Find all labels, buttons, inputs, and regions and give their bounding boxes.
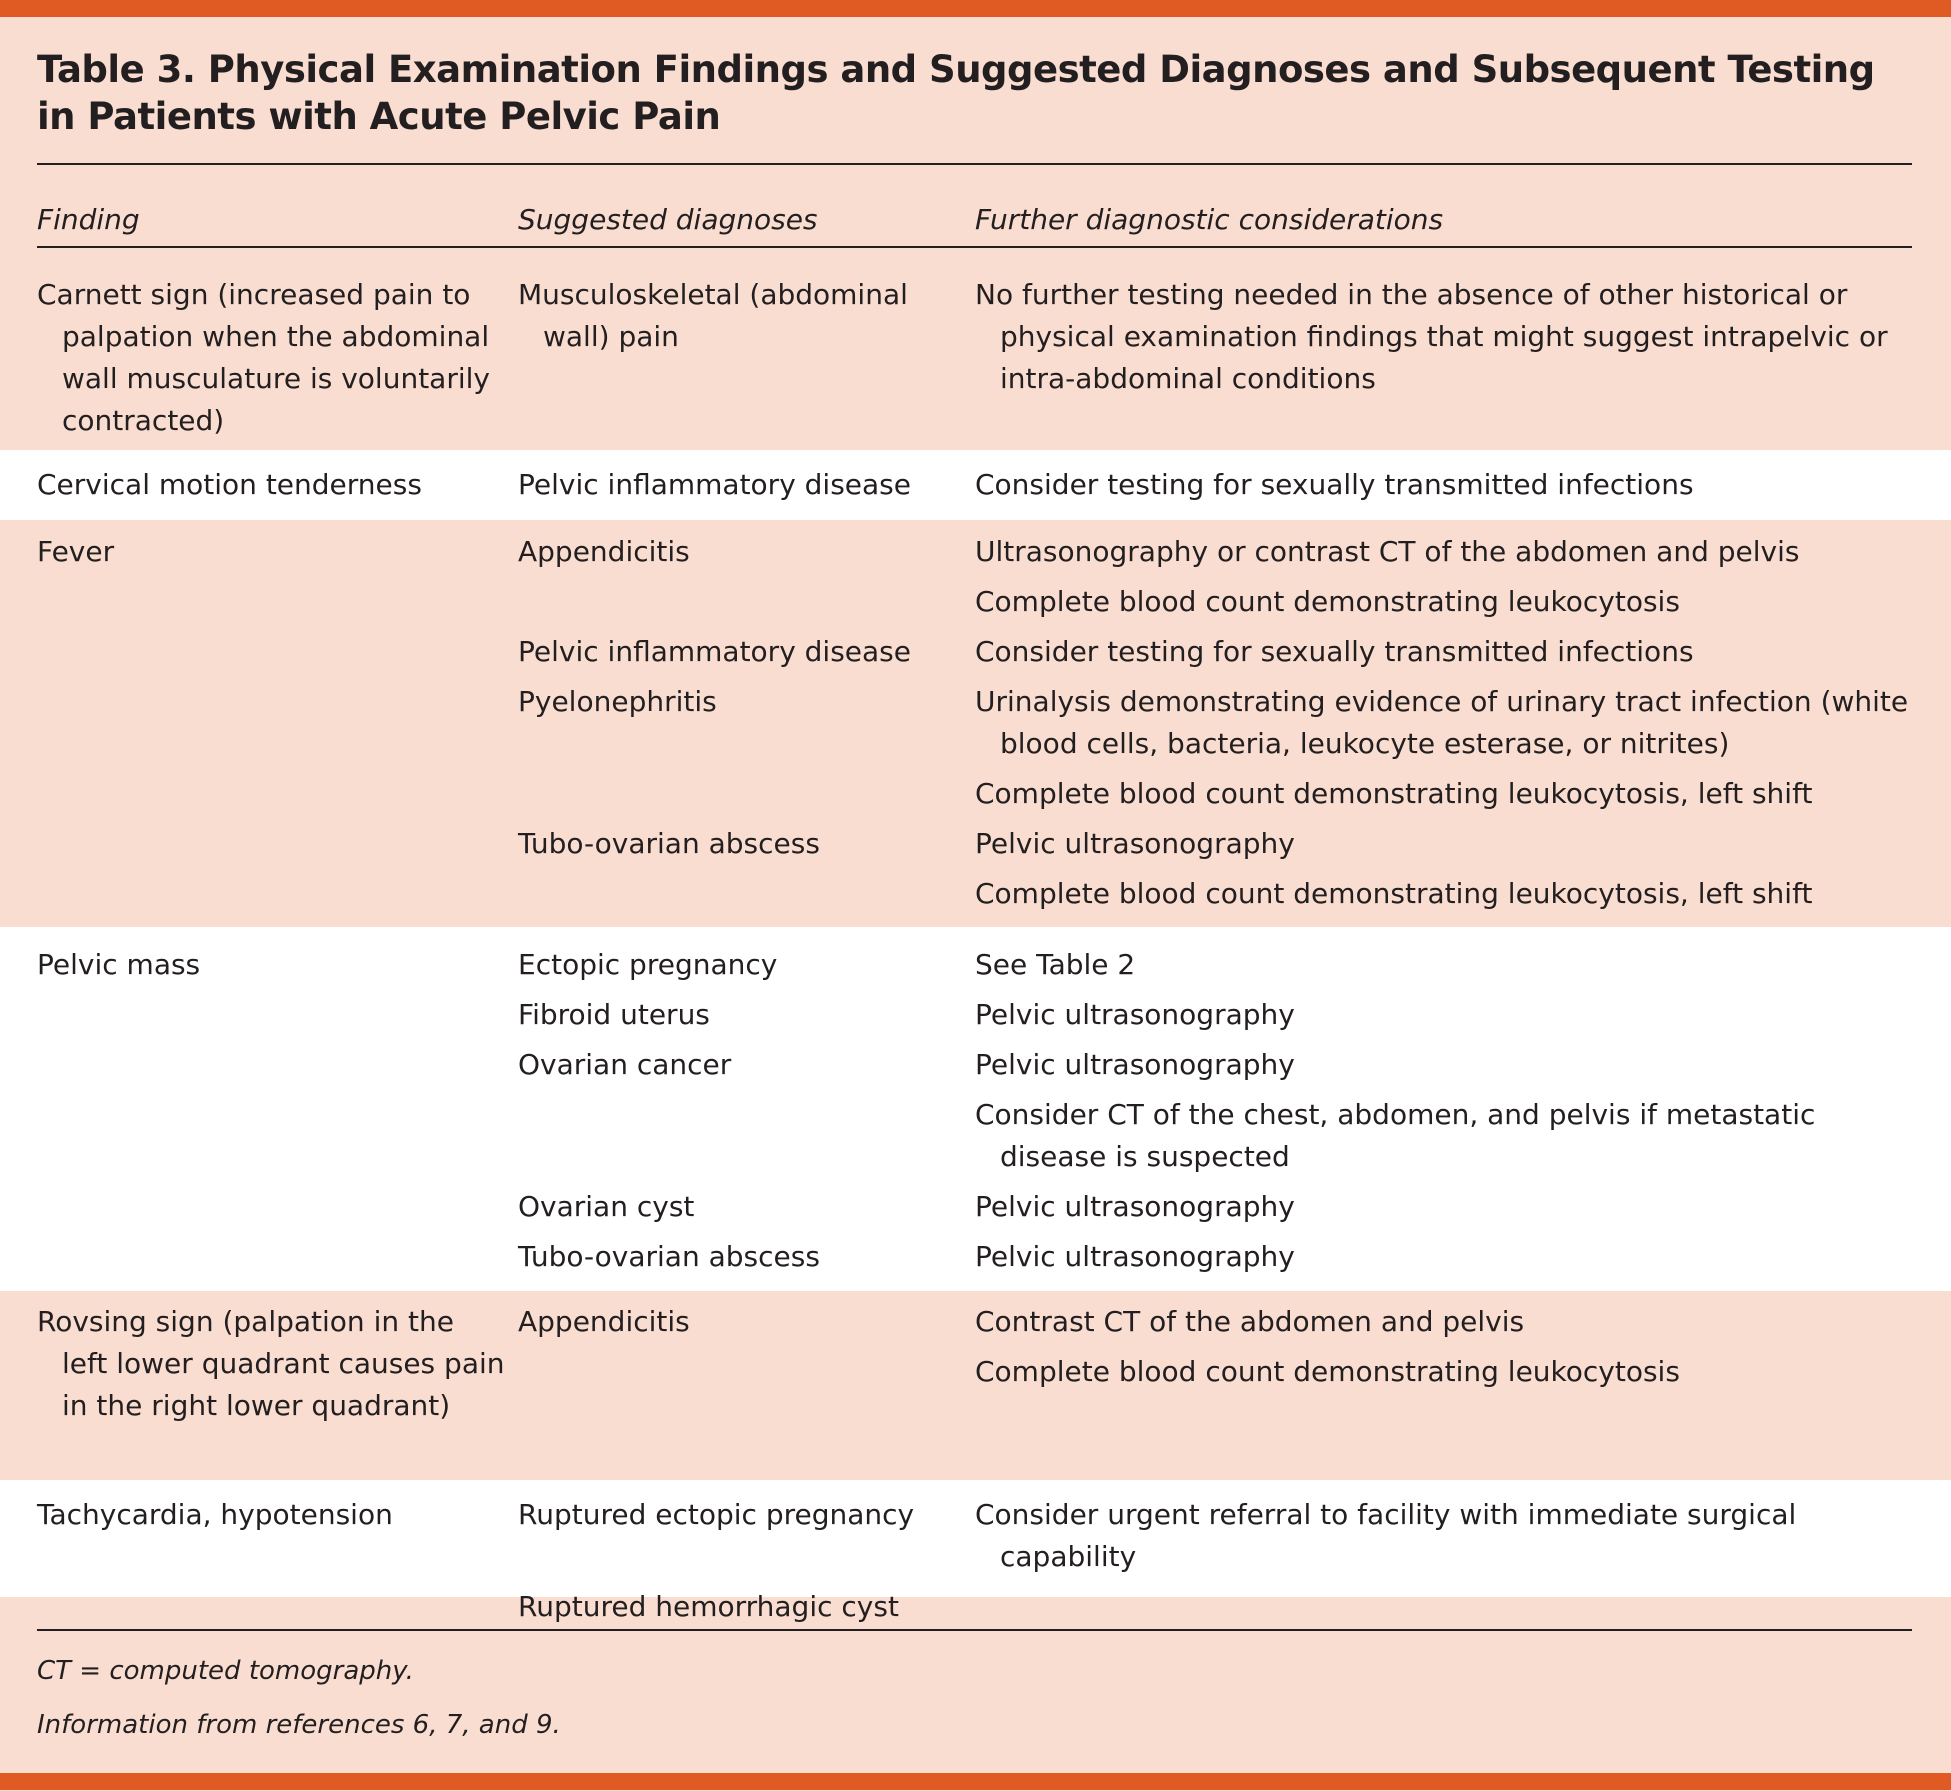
header-suggested-diagnoses: Suggested diagnoses — [518, 203, 818, 236]
diagnostic-consideration: Pelvic ultrasonography — [975, 1048, 1295, 1081]
considerations-cell — [975, 631, 1915, 681]
diagnosis-entry — [518, 823, 1918, 923]
table-row — [0, 249, 1951, 450]
diagnostic-consideration: No further testing needed in the absence of other historical or physical examination findings that might suggest intrapelvic or intra-abdominal conditions — [975, 278, 1888, 395]
suggested-diagnosis: Pelvic inflammatory disease — [518, 468, 911, 501]
considerations-cell — [975, 1186, 1915, 1236]
suggested-diagnosis: Pyelonephritis — [518, 685, 717, 718]
finding-cell: Tachycardia, hypotension — [37, 1498, 393, 1531]
diagnoses-group — [518, 1301, 1918, 1401]
suggested-diagnosis: Ectopic pregnancy — [518, 948, 778, 981]
diagnostic-consideration: Contrast CT of the abdomen and pelvis — [975, 1305, 1525, 1338]
diagnostic-consideration: Pelvic ultrasonography — [975, 1190, 1295, 1223]
considerations-cell — [975, 681, 1915, 823]
diagnosis-entry — [518, 1236, 1918, 1286]
diagnostic-consideration: Pelvic ultrasonography — [975, 827, 1295, 860]
diagnosis-entry — [518, 1494, 1918, 1586]
finding-cell: Fever — [37, 535, 115, 568]
diagnostic-consideration: Ultrasonography or contrast CT of the abdomen and pelvis — [975, 535, 1800, 568]
diagnostic-consideration: Complete blood count demonstrating leukocytosis — [975, 585, 1680, 618]
finding-cell: Rovsing sign (palpation in the left lower quadrant causes pain in the right lower quadrant) — [37, 1305, 505, 1422]
suggested-diagnosis: Appendicitis — [518, 535, 690, 568]
diagnosis-entry — [518, 994, 1918, 1044]
diagnosis-entry — [518, 1044, 1918, 1186]
diagnostic-consideration: Urinalysis demonstrating evidence of urinary tract infection (white blood cells, bacteria, leukocyte esterase, or nitrites) — [975, 685, 1909, 760]
finding-cell: Pelvic mass — [37, 948, 201, 981]
considerations-cell — [975, 464, 1915, 514]
finding-cell: Cervical motion tenderness — [37, 468, 422, 501]
finding-cell: Carnett sign (increased pain to palpation when the abdominal wall musculature is voluntarily contracted) — [37, 278, 490, 437]
diagnosis-entry — [518, 274, 1918, 408]
footnote-references: Information from references 6, 7, and 9. — [37, 1710, 561, 1740]
top-accent-bar — [0, 0, 1951, 17]
footer-rule — [37, 1629, 1912, 1631]
title-rule — [37, 163, 1912, 165]
suggested-diagnosis: Appendicitis — [518, 1305, 690, 1338]
diagnoses-group — [518, 274, 1918, 408]
table-row — [0, 450, 1951, 520]
considerations-cell — [975, 274, 1915, 408]
considerations-cell — [975, 994, 1915, 1044]
diagnosis-entry — [518, 944, 1918, 994]
diagnoses-group — [518, 944, 1918, 1286]
table-row — [0, 927, 1951, 1291]
header-further-considerations: Further diagnostic considerations — [975, 203, 1444, 236]
diagnostic-consideration: Complete blood count demonstrating leukocytosis, left shift — [975, 877, 1813, 910]
header-finding: Finding — [37, 203, 140, 236]
bottom-accent-bar — [0, 1773, 1951, 1790]
suggested-diagnosis: Ruptured ectopic pregnancy — [518, 1498, 915, 1531]
suggested-diagnosis: Fibroid uterus — [518, 998, 710, 1031]
diagnostic-consideration: Complete blood count demonstrating leukocytosis, left shift — [975, 777, 1813, 810]
diagnosis-entry — [518, 531, 1918, 631]
considerations-cell — [975, 1236, 1915, 1286]
considerations-cell — [975, 823, 1915, 923]
diagnosis-entry — [518, 631, 1918, 681]
considerations-cell — [975, 1301, 1915, 1401]
diagnoses-group — [518, 1494, 1918, 1636]
header-rule — [37, 246, 1912, 248]
considerations-cell — [975, 531, 1915, 631]
table-row — [0, 1480, 1951, 1623]
suggested-diagnosis: Pelvic inflammatory disease — [518, 635, 911, 668]
table-row — [0, 520, 1951, 927]
diagnosis-entry — [518, 681, 1918, 823]
suggested-diagnosis: Tubo-ovarian abscess — [518, 1240, 820, 1273]
diagnostic-consideration: See Table 2 — [975, 948, 1136, 981]
footnote-abbreviation: CT = computed tomography. — [37, 1656, 414, 1686]
diagnosis-entry — [518, 1186, 1918, 1236]
suggested-diagnosis: Ovarian cyst — [518, 1190, 695, 1223]
considerations-cell — [975, 1044, 1915, 1186]
table-row — [0, 1291, 1951, 1480]
diagnostic-consideration: Consider testing for sexually transmitted infections — [975, 635, 1694, 668]
diagnostic-consideration: Pelvic ultrasonography — [975, 1240, 1295, 1273]
diagnostic-consideration: Consider testing for sexually transmitted infections — [975, 468, 1694, 501]
considerations-cell — [975, 944, 1915, 994]
suggested-diagnosis: Ovarian cancer — [518, 1048, 732, 1081]
diagnosis-entry — [518, 464, 1918, 514]
considerations-cell — [975, 1494, 1915, 1586]
diagnosis-entry — [518, 1301, 1918, 1401]
diagnoses-group — [518, 464, 1918, 514]
diagnostic-consideration: Consider CT of the chest, abdomen, and pelvis if metastatic disease is suspected — [975, 1098, 1816, 1173]
table-title: Table 3. Physical Examination Findings and Suggested Diagnoses and Subsequent Testing in Patients with Acute Pelvic Pain — [37, 48, 1875, 138]
diagnostic-consideration: Complete blood count demonstrating leukocytosis — [975, 1355, 1680, 1388]
suggested-diagnosis: Tubo-ovarian abscess — [518, 827, 820, 860]
diagnostic-consideration: Pelvic ultrasonography — [975, 998, 1295, 1031]
diagnostic-consideration: Consider urgent referral to facility with immediate surgical capability — [975, 1498, 1797, 1573]
suggested-diagnosis: Musculoskeletal (abdominal wall) pain — [518, 278, 908, 353]
suggested-diagnosis: Ruptured hemorrhagic cyst — [518, 1590, 899, 1623]
diagnoses-group — [518, 531, 1918, 923]
